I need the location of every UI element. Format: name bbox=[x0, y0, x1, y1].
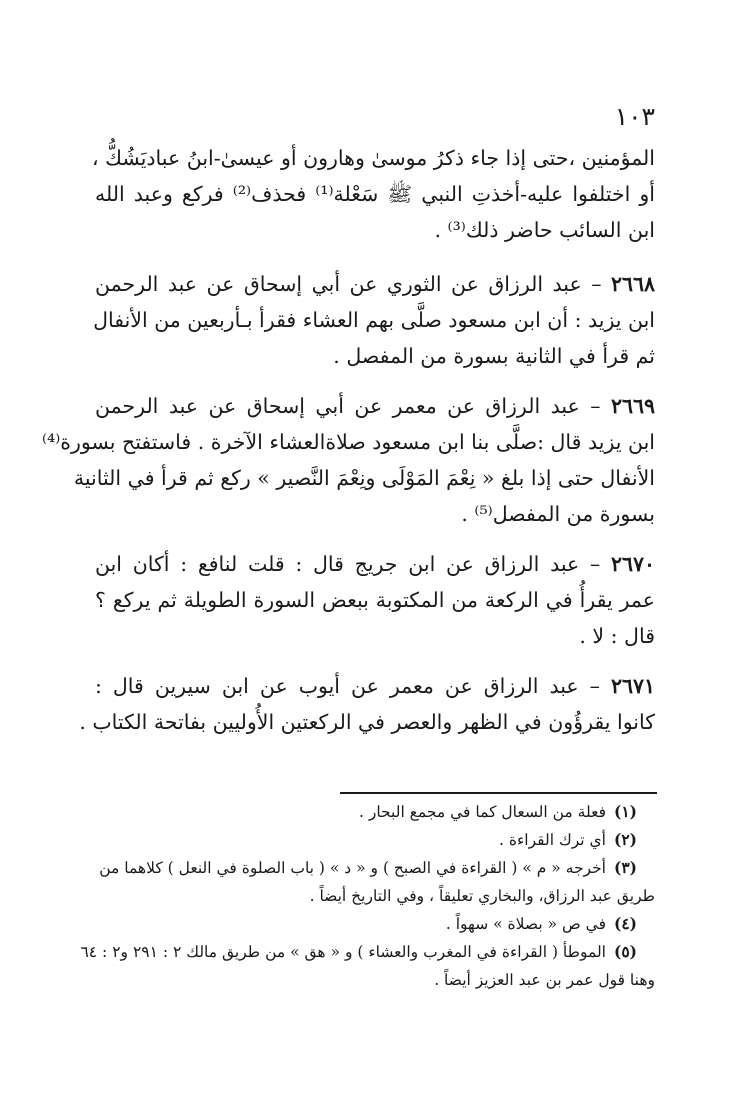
footnote-text: وهنا قول عمر بن عبد العزيز أيضاً . bbox=[434, 971, 655, 989]
footnote-5 bbox=[80, 938, 655, 966]
hadith-2668 bbox=[95, 266, 655, 374]
text-line: – عبد الرزاق عن ابن جريج قال : قلت لنافع : أكان ابن bbox=[95, 552, 601, 576]
footnote-text: أخرجه « م » ( القراءة في الصبح ) و « د » ( باب الصلوة في النعل ) كلاهما من bbox=[99, 859, 606, 877]
text-line: كانوا يقرؤُون في الظهر والعصر في الركعتين الأُوليين بفاتحة الكتاب . bbox=[79, 710, 655, 734]
page-number: ١٠٣ bbox=[614, 102, 655, 131]
paragraph-continuation bbox=[92, 140, 655, 248]
text-line: – عبد الرزاق عن معمر عن أبي إسحاق عن عبد الرحمن bbox=[95, 394, 601, 418]
hadith-number: ٢٦٦٨ bbox=[610, 272, 655, 296]
hadith-2670 bbox=[95, 546, 655, 654]
hadith-number: ٢٦٧٠ bbox=[610, 552, 655, 576]
footnote-divider bbox=[340, 792, 657, 794]
hadith-number: ٢٦٧١ bbox=[610, 674, 655, 698]
main-text bbox=[41, 140, 655, 754]
footnote-number: (٣) bbox=[613, 858, 637, 877]
text-line: قال : لا . bbox=[579, 624, 655, 648]
text-line: – عبد الرزاق عن الثوري عن أبي إسحاق عن عبد الرحمن bbox=[95, 272, 602, 296]
text-line: الأنفال حتى إذا بلغ « نِعْمَ المَوْلَى ونِعْمَ النَّصير » ركع ثم قرأ في الثانية bbox=[73, 466, 655, 490]
text-line: أو اختلفوا عليه-أخذتِ النبي ﷺ سَعْلة⁽¹⁾ فحذف⁽²⁾ فركع وعبد الله bbox=[95, 182, 655, 206]
footnote-number: (١) bbox=[613, 802, 637, 821]
footnote-text: طريق عبد الرزاق، والبخاري تعليقاً ، وفي التاريخ أيضاً . bbox=[309, 887, 655, 905]
footnotes bbox=[80, 798, 655, 994]
footnote-3-continued bbox=[80, 882, 655, 910]
footnote-5-continued bbox=[80, 966, 655, 994]
footnote-text: الموطأ ( القراءة في المغرب والعشاء ) و « هق » من طريق مالك ٢ : ٢٩١ و٢ : ٦٤ bbox=[80, 943, 606, 961]
text-line: عمر يقرأُ في الركعة من المكتوبة ببعض السورة الطويلة ثم يركع ؟ bbox=[95, 588, 655, 612]
footnote-text: فعلة من السعال كما في مجمع البحار . bbox=[358, 803, 606, 821]
footnote-number: (٢) bbox=[613, 830, 637, 849]
text-line: ابن السائب حاضر ذلك⁽³⁾ . bbox=[434, 218, 655, 242]
text-line: ثم قرأ في الثانية بسورة من المفصل . bbox=[333, 344, 655, 368]
footnote-4 bbox=[80, 910, 655, 938]
footnote-text: أي ترك القراءة . bbox=[499, 831, 606, 849]
footnote-number: (٥) bbox=[613, 942, 637, 961]
footnote-3 bbox=[80, 854, 655, 882]
hadith-2669 bbox=[41, 388, 655, 532]
text-line: المؤمنين ،حتى إذا جاء ذكرُ موسىٰ وهارون أو عيسىٰ-ابنُ عباديَشُكُّ ، bbox=[92, 146, 655, 170]
text-line: بسورة من المفصل⁽⁵⁾ . bbox=[461, 502, 655, 526]
footnote-1 bbox=[80, 798, 655, 826]
hadith-number: ٢٦٦٩ bbox=[610, 394, 655, 418]
footnote-number: (٤) bbox=[613, 914, 637, 933]
hadith-2671 bbox=[79, 668, 655, 740]
text-line: – عبد الرزاق عن معمر عن أيوب عن ابن سيرين قال : bbox=[95, 674, 600, 698]
footnote-text: في ص « بصلاة » سهواً . bbox=[445, 915, 606, 933]
footnote-2 bbox=[80, 826, 655, 854]
text-line: ابن يزيد قال :صلَّى بنا ابن مسعود صلاةالعشاء الآخرة . فاستفتح بسورة⁽⁴⁾ bbox=[41, 430, 655, 454]
text-line: ابن يزيد : أن ابن مسعود صلَّى بهم العشاء فقرأ بـأربعين من الأنفال bbox=[93, 308, 655, 332]
